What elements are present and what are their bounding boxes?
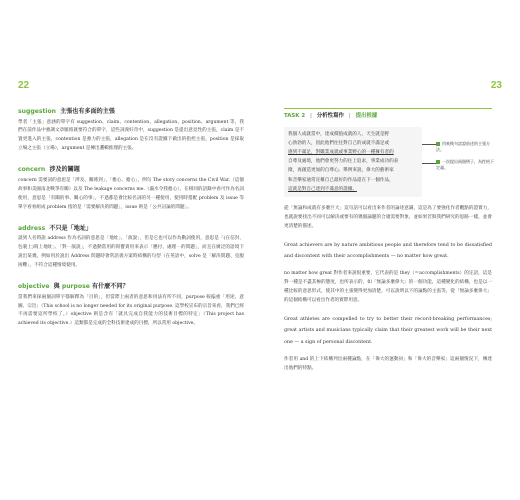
vocab-section-objective-purpose — [18, 283, 244, 329]
separator: | — [310, 113, 312, 119]
section-heading — [18, 166, 244, 175]
page-number-right: 23 — [490, 80, 502, 91]
section-keyword: concern — [18, 166, 46, 174]
section-body: concern 需要詞的意思是「涉及、關係到」、「擔心、擔心」，例句 The story concerns the Civil War.（這個故事和美國南北戰爭有關）以及 The leakage concerns me.（漏水令我擔心），在相同的語錄中看可作為名詞使用，意思是「有關的事、關心的事」，不過都是會比較名詞的另一種使用，使用時搭配 problem 及 issue 等單字看看組成 problem 指的是「需要解決的問題」，issue 則是「公共討論的問題」。 — [18, 177, 244, 210]
margin-note — [436, 141, 496, 153]
section-body: 談到人名時說 address 作為名詞的意思是「地址」、「演說」，但是它也可以作為動詞使用，意思是「(在信封、包裹上)寫上地址」、「對⋯演說」，不過動當用的寫寶貴用來表示「應付、處理⋯的問題」，而且在廣泛的語境下說出某幾，例如用於說出 Address 問題時會常語義方案時結構的句型（在英語中，solve 是「解決問題、克服困難」，不符合這種情境使用。 — [18, 236, 244, 269]
page-number-left: 22 — [18, 80, 30, 91]
section-heading — [18, 283, 244, 292]
separator: | — [348, 113, 351, 119]
analysis-paragraph: 作者用 and 的上下結構列出兩種論點，在「偉大的運動員」和「偉大的音樂家」這兩個情況下，傳達出他們的特點。 — [284, 356, 492, 371]
vocab-section-address — [18, 225, 244, 271]
analysis-paragraph: 從「無論和成就有多麼巨大」這句話可以看出來作者的論述意識，這是為了要強化作者觀點的證實力，也就說要找出不同可以解決或要有的幾個論題的合適需要對象，並如果若與我們研究的思路一樣，並會更清楚的描述。 — [284, 205, 492, 229]
annotated-excerpt — [284, 127, 492, 197]
excerpt-line: 自尊及處境，他們會更努力的往上追求，事業成功的表 — [288, 159, 399, 165]
vocab-section-concern — [18, 166, 244, 212]
left-page-content — [18, 108, 244, 341]
section-title: 涉及的關題 — [49, 166, 80, 174]
section-title: 不只是「地址」 — [49, 224, 93, 232]
section-body: 學者「主張」意涵的單字有 suggestion、claim、contention、allegation、position、argument 等，我們在前作品中強調文章脈絡就要符合的單字，這些詞義好奇中，suggestion 是提出意見性的主張，claim 是不置更進入的主張，contention 是強力的主張，allegation 是在沒有證據下做出的指控主張，position 是採取立場之主張（立場），argument 是傳出邏輯推理的主張。 — [18, 119, 244, 152]
annotation-connector — [422, 163, 436, 164]
right-page-content — [284, 108, 492, 374]
annotation-connector — [422, 144, 436, 145]
margin-note — [436, 159, 496, 171]
excerpt-line-underlined: 感到不滿足，對職業成就或事業野心的一種擁有者的 — [288, 149, 394, 155]
section-keyword: suggestion — [18, 108, 56, 115]
task-number: TASK 2 — [284, 113, 306, 119]
excerpt-line: 徵，再創造更加的自尊心。舉例來說，偉大的藝術家 — [288, 168, 394, 174]
section-body: 當我們來探兩個詞單字都解釋為「目的」，但當際上兩者的意思和用法有所不同，purpose 較偏重「用途、意圖、宗旨」（This school is no longer needed for its original purpose. 這學校宣布的宗旨來看，我們已經不再需要這所學校了。）objective 則是含有「就具完成自我能力的技術目標的特定」（This project has achieved its objective.）這類都是完成的全科技術達成的目標，所以常用 objective。 — [18, 294, 244, 327]
english-example: Great athletes are compelled to try to better their record-breaking performances; great artists and musicians typically claim that their greatest work will be their next one — a sign of personal discontent. — [284, 317, 492, 345]
margin-note-text: 一次提出兩個例子，為性格下定義。 — [436, 158, 494, 170]
excerpt-line: 和音樂家通常宣稱自己最好的作品還在下一個作品， — [288, 177, 394, 183]
bullet-icon — [436, 160, 440, 164]
section-title: 主張也有多面的主張 — [60, 108, 115, 115]
vocab-section-suggestion — [18, 108, 244, 154]
section-heading — [18, 225, 244, 234]
task-title: 分析性寫作 — [316, 113, 344, 119]
task-heading — [284, 108, 492, 121]
margin-note-text: 用來換句話說前述的主張方法。 — [436, 140, 490, 152]
excerpt-line-underlined: 這就是對自己達到不滿意的證據。 — [288, 186, 357, 192]
section-keyword: address — [18, 224, 46, 232]
section-heading — [18, 108, 244, 117]
section-connector: 與 — [53, 283, 60, 291]
section-keyword-2: purpose — [61, 283, 90, 291]
excerpt-box — [284, 127, 422, 197]
analysis-paragraph: no matter how great 對作者來說很重要，它代表的是 they（＝accomplishments）的定語，這是對一種是不盡其極的態度，也所表示的，如「無論多麼偉大」的一個功能，這種變化的結構，也是以一種比較的意思形式，使其中的主張變得更加清楚，可以說明以下的論點的主張等，從「無論多麼偉大」的這個結構可以看出作者的實際用意。 — [284, 271, 492, 304]
excerpt-line: 我個人成就當中，達成價值成就的人，天生就是野 — [288, 131, 390, 137]
excerpt-line: 心勃勃的人，因此他們往往對自己的成就不滿足或 — [288, 140, 390, 146]
english-example: Great achievers are by nature ambitious people and therefore tend to be dissatisfied and discontent with their accomplishments — no matter how great. — [284, 242, 492, 259]
task-subtitle: 提出根據 — [355, 113, 378, 119]
section-keyword: objective — [18, 283, 50, 291]
section-title: 有什麼不同？ — [91, 283, 129, 291]
bullet-icon — [436, 142, 440, 146]
